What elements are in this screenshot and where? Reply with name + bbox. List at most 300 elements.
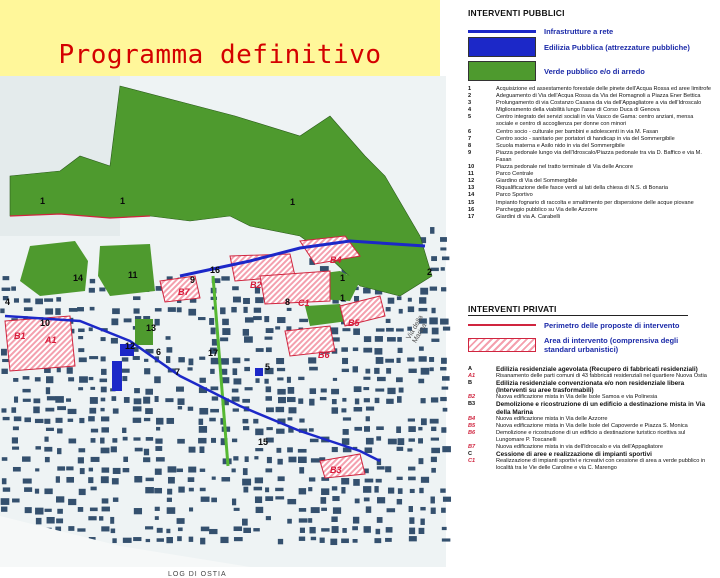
building-block: [341, 478, 349, 484]
map-label: 13: [146, 323, 157, 333]
building-block: [143, 397, 150, 404]
building-block: [89, 408, 96, 414]
building-block: [211, 438, 216, 443]
building-block: [264, 316, 269, 322]
building-block: [178, 527, 183, 531]
legend-item-text: Demolizione e ricostruzione di un edificio a destinazione mista in Via della Marina: [496, 401, 706, 416]
building-block: [177, 439, 185, 444]
building-block: [267, 457, 272, 463]
building-block: [443, 408, 448, 412]
building-block: [376, 479, 382, 483]
building-block: [341, 408, 346, 412]
legend-item: [462, 171, 720, 178]
building-block: [365, 369, 370, 374]
building-block: [14, 298, 19, 302]
building-block: [243, 468, 248, 475]
building-block: [387, 388, 395, 394]
legend-item-code: 7: [468, 135, 472, 142]
building-block: [168, 307, 176, 312]
building-block: [156, 418, 163, 425]
legend-item-text: Miglioramento della viabilità lungo l'asse di Corso Duca di Genova: [496, 107, 660, 114]
legend-item-code: 2: [468, 93, 472, 100]
building-block: [321, 528, 329, 531]
building-block: [177, 536, 182, 541]
legend-item: [462, 416, 720, 423]
building-block: [133, 296, 140, 300]
building-block: [233, 358, 241, 364]
building-block: [1, 369, 7, 374]
building-block: [68, 526, 74, 531]
building-block: [331, 516, 337, 521]
building-block: [354, 386, 362, 392]
scale-label: LOG DI OSTIA: [168, 571, 227, 578]
building-block: [102, 467, 110, 472]
building-block: [78, 328, 85, 332]
legend-item: [462, 100, 720, 107]
building-block: [145, 487, 154, 493]
building-block: [374, 348, 382, 354]
building-block: [275, 496, 284, 499]
legend-item-code: 14: [468, 192, 475, 199]
building-block: [220, 358, 229, 364]
private-area-c1: [260, 271, 330, 304]
building-block: [89, 288, 95, 293]
building-block: [332, 447, 338, 452]
building-block: [155, 446, 162, 451]
building-block: [33, 398, 40, 403]
building-block: [155, 308, 162, 311]
building-block: [245, 387, 253, 390]
building-block: [222, 328, 230, 335]
building-block: [265, 468, 272, 472]
map-label: 6: [156, 347, 162, 357]
building-block: [385, 359, 394, 363]
building-block: [211, 386, 219, 390]
building-block: [101, 476, 109, 483]
building-block: [154, 488, 162, 493]
building-block: [386, 307, 391, 311]
building-block: [57, 509, 63, 514]
building-block: [419, 356, 427, 361]
building-block: [320, 397, 327, 400]
building-block: [100, 438, 104, 444]
building-block: [299, 488, 306, 494]
building-block: [321, 488, 329, 495]
building-block: [134, 508, 142, 514]
building-block: [255, 297, 263, 303]
building-block: [166, 529, 170, 533]
building-block: [233, 378, 241, 384]
building-block: [188, 467, 196, 473]
building-block: [310, 388, 316, 394]
building-block: [309, 367, 318, 371]
legend-item-text: Impianto fognario di raccolta e smaltimento per dispersione delle acque piovane: [496, 199, 694, 206]
legend-item-text: Parcheggio pubblico su Via delle Azzorre: [496, 206, 598, 213]
building-block: [199, 446, 204, 453]
building-block: [299, 467, 304, 473]
building-block: [221, 477, 230, 481]
legend-item: [462, 114, 720, 128]
building-block: [242, 519, 248, 526]
building-block: [243, 487, 248, 493]
building-block: [111, 318, 118, 325]
building-block: [133, 537, 141, 541]
building-block: [2, 288, 11, 291]
building-block: [265, 487, 269, 492]
building-block: [157, 528, 163, 533]
legend-item-text: Giardino di Via del Sommergibile: [496, 178, 578, 185]
building-block: [375, 398, 380, 403]
building-block: [244, 336, 253, 342]
legend-item-text: Acquisizione ed assestamento forestale delle pinete dell'Acqua Rossa ed aree limitrofe: [496, 86, 711, 92]
building-block: [210, 369, 215, 374]
building-block: [155, 438, 162, 443]
legend-item: [462, 451, 720, 458]
building-block: [377, 517, 383, 523]
building-block: [89, 356, 98, 359]
building-block: [111, 529, 115, 534]
building-block: [299, 508, 306, 512]
building-block: [308, 487, 312, 491]
legend-item: [462, 129, 720, 136]
building-block: [299, 518, 308, 522]
building-block: [25, 507, 32, 513]
building-block: [201, 497, 210, 502]
building-block: [243, 426, 249, 430]
page-title: Programma definitivo: [58, 40, 382, 70]
building-block: [343, 429, 349, 435]
legend-item: [462, 366, 720, 373]
building-block: [366, 438, 374, 445]
building-block: [90, 387, 95, 390]
building-block: [134, 388, 140, 393]
map-label: B3: [330, 465, 342, 475]
legend-item-text: Parco Sportivo: [496, 192, 533, 199]
building-block: [210, 409, 219, 413]
building-block: [146, 437, 153, 441]
building-block: [36, 518, 42, 524]
legend-item-code: 9: [468, 149, 472, 156]
building-block: [353, 347, 358, 351]
building-block: [287, 377, 291, 383]
building-block: [13, 378, 18, 382]
building-block: [113, 468, 121, 474]
legend-item: [462, 380, 720, 394]
building-block: [56, 418, 63, 423]
building-block: [418, 438, 423, 443]
perimeter-swatch: [468, 320, 536, 330]
building-block: [377, 497, 385, 503]
building-block: [277, 317, 285, 323]
building-block: [287, 308, 292, 311]
infrastructure-swatch: [468, 26, 536, 36]
building-block: [440, 247, 446, 250]
legend-item: [462, 200, 720, 207]
building-block: [177, 307, 182, 312]
building-block: [144, 368, 150, 374]
building-block: [44, 437, 48, 442]
legend-item: [462, 164, 720, 171]
building-block: [387, 508, 396, 512]
legend-item-text: Giardini di via A. Carabelli: [496, 213, 561, 220]
building-block: [442, 387, 449, 390]
building-block: [12, 447, 19, 450]
building-block: [376, 529, 381, 534]
building-block: [23, 399, 31, 402]
building-block: [418, 458, 423, 464]
building-block: [198, 317, 205, 320]
building-block: [209, 318, 214, 325]
building-block: [14, 416, 21, 421]
building-block: [377, 466, 385, 469]
building-block: [157, 538, 164, 542]
building-block: [67, 367, 73, 374]
building-block: [100, 379, 108, 383]
building-block: [298, 449, 307, 453]
map-label: B1: [14, 331, 26, 341]
building-block: [431, 397, 438, 402]
legend-item-code: 13: [468, 185, 475, 192]
building-block: [255, 496, 262, 503]
building-block: [0, 308, 4, 313]
building-block: [176, 387, 184, 392]
building-block: [342, 398, 346, 402]
building-block: [388, 298, 395, 304]
map-label: B4: [330, 255, 342, 265]
building-block: [298, 398, 303, 403]
building-block: [35, 508, 43, 515]
building-block: [1, 349, 7, 356]
building-block: [101, 337, 106, 341]
legend-item-text: Edilizia residenziale agevolata (Recupero di fabbricati residenziali): [496, 366, 698, 373]
building-block: [165, 398, 173, 402]
building-block: [386, 319, 391, 323]
building-block: [398, 488, 403, 494]
legend-item: [462, 423, 720, 430]
building-block: [23, 376, 30, 379]
building-block: [397, 477, 403, 480]
building-block: [376, 357, 384, 364]
building-block: [266, 427, 272, 430]
building-block: [89, 468, 93, 472]
building-block: [14, 396, 18, 402]
building-block: [353, 366, 358, 372]
building-block: [35, 299, 43, 305]
building-block: [243, 528, 251, 533]
building-block: [102, 498, 109, 503]
building-block: [330, 539, 337, 545]
building-block: [209, 418, 216, 422]
building-block: [287, 499, 296, 504]
building-block: [222, 319, 229, 325]
legend-item-text: Cessione di aree e realizzazione di impianti sportivi: [496, 451, 652, 459]
building-block: [234, 508, 240, 511]
map-label: 1: [120, 196, 126, 206]
map-label: 9: [190, 275, 196, 285]
building-block: [332, 526, 339, 533]
building-block: [421, 418, 427, 425]
building-block: [212, 477, 216, 480]
legend-item-code: B4: [468, 415, 476, 422]
building-block: [253, 316, 262, 320]
map-label: 11: [128, 270, 138, 280]
building-block: [167, 489, 172, 495]
building-block: [278, 397, 286, 403]
building-block: [89, 377, 94, 380]
building-block: [287, 397, 296, 402]
building-block: [397, 296, 402, 300]
building-block: [46, 387, 50, 394]
building-block: [112, 538, 116, 543]
building-block: [432, 328, 439, 335]
building-block: [363, 377, 370, 380]
building-block: [397, 447, 404, 451]
legend-item-code: C1: [468, 458, 476, 465]
building-block: [231, 307, 236, 312]
public-building-5: [255, 368, 263, 376]
building-block: [134, 398, 142, 404]
building-block: [374, 538, 381, 543]
building-block: [123, 538, 132, 543]
building-block: [122, 357, 129, 361]
building-block: [441, 358, 447, 364]
legend-item-code: 10: [468, 164, 475, 171]
building-block: [385, 466, 391, 472]
building-block: [242, 399, 250, 403]
legend-item-text: Risanamento delle parti comuni di 43 fabbricati residenziali nel quartiere Nuova Ostia: [496, 373, 707, 380]
building-block: [298, 457, 307, 463]
legend-item: [462, 192, 720, 199]
building-block: [2, 457, 8, 461]
building-block: [320, 538, 325, 543]
public-intervention-list: [462, 86, 720, 221]
building-block: [420, 288, 428, 295]
building-block: [440, 319, 449, 325]
building-block: [124, 318, 132, 322]
building-block: [69, 308, 78, 312]
building-block: [408, 477, 416, 481]
building-block: [308, 518, 312, 523]
legend-item-text: Centro socio - culturale per bambini e adolescenti in via M. Fasan: [496, 128, 659, 135]
public-building-swatch: [468, 37, 536, 57]
building-block: [443, 497, 451, 502]
building-block: [309, 399, 314, 406]
building-block: [11, 407, 16, 413]
building-block: [408, 426, 415, 432]
building-block: [177, 469, 183, 473]
building-block: [354, 407, 363, 412]
building-block: [91, 487, 97, 491]
legend-item-code: B5: [468, 422, 476, 429]
road-label: Via della Marina: [405, 314, 429, 345]
building-block: [364, 526, 371, 533]
building-block: [13, 467, 21, 472]
building-block: [233, 456, 238, 460]
building-block: [45, 408, 54, 412]
building-block: [440, 367, 446, 371]
building-block: [364, 497, 370, 501]
building-block: [388, 439, 397, 445]
building-block: [443, 327, 450, 331]
building-block: [431, 448, 440, 453]
legend-row-area: [468, 334, 704, 356]
building-block: [44, 488, 52, 494]
building-block: [409, 438, 415, 441]
building-block: [110, 517, 114, 524]
building-block: [178, 398, 185, 405]
building-block: [47, 396, 56, 400]
building-block: [363, 387, 369, 390]
legend-item-code: 17: [468, 213, 475, 220]
building-block: [232, 389, 239, 393]
building-block: [299, 319, 308, 322]
building-block: [244, 358, 249, 361]
legend-item: [462, 214, 720, 221]
map-label: B5: [348, 318, 360, 328]
building-block: [409, 536, 417, 541]
map-label: 15: [258, 437, 269, 447]
building-block: [377, 377, 386, 381]
building-block: [407, 448, 412, 451]
building-block: [409, 369, 417, 373]
building-block: [233, 297, 241, 303]
building-block: [101, 369, 107, 375]
building-block: [353, 328, 360, 335]
building-block: [56, 518, 63, 523]
building-block: [354, 296, 359, 301]
building-block: [234, 537, 243, 541]
building-block: [321, 508, 327, 511]
building-block: [155, 516, 159, 520]
building-block: [342, 369, 349, 372]
building-block: [189, 447, 196, 453]
building-block: [353, 539, 358, 543]
building-block: [77, 307, 84, 311]
building-block: [55, 308, 60, 315]
building-block: [396, 426, 401, 433]
map-label: 1: [290, 197, 296, 207]
building-block: [278, 539, 283, 544]
legend-row-perimeter: [468, 314, 679, 336]
building-block: [78, 507, 83, 512]
building-block: [398, 348, 403, 353]
building-block: [134, 308, 140, 313]
central-park-green: [98, 244, 155, 296]
building-block: [277, 459, 282, 465]
building-block: [363, 486, 371, 493]
legend-item-code: 12: [468, 178, 475, 185]
building-block: [399, 388, 404, 393]
building-block: [135, 448, 143, 452]
building-block: [134, 476, 142, 482]
building-block: [254, 308, 261, 313]
legend-item: [462, 136, 720, 143]
building-block: [311, 537, 316, 540]
building-block: [189, 358, 194, 365]
map-label: A1: [45, 335, 57, 345]
building-block: [198, 438, 206, 444]
building-block: [430, 227, 434, 234]
map-label: 12: [125, 341, 136, 351]
building-block: [311, 507, 320, 513]
building-block: [168, 466, 177, 472]
map-label: 2: [427, 267, 433, 277]
building-block: [145, 408, 153, 414]
building-block: [78, 348, 84, 352]
public-building-8: [112, 361, 122, 391]
building-block: [189, 507, 193, 511]
building-block: [342, 528, 346, 533]
